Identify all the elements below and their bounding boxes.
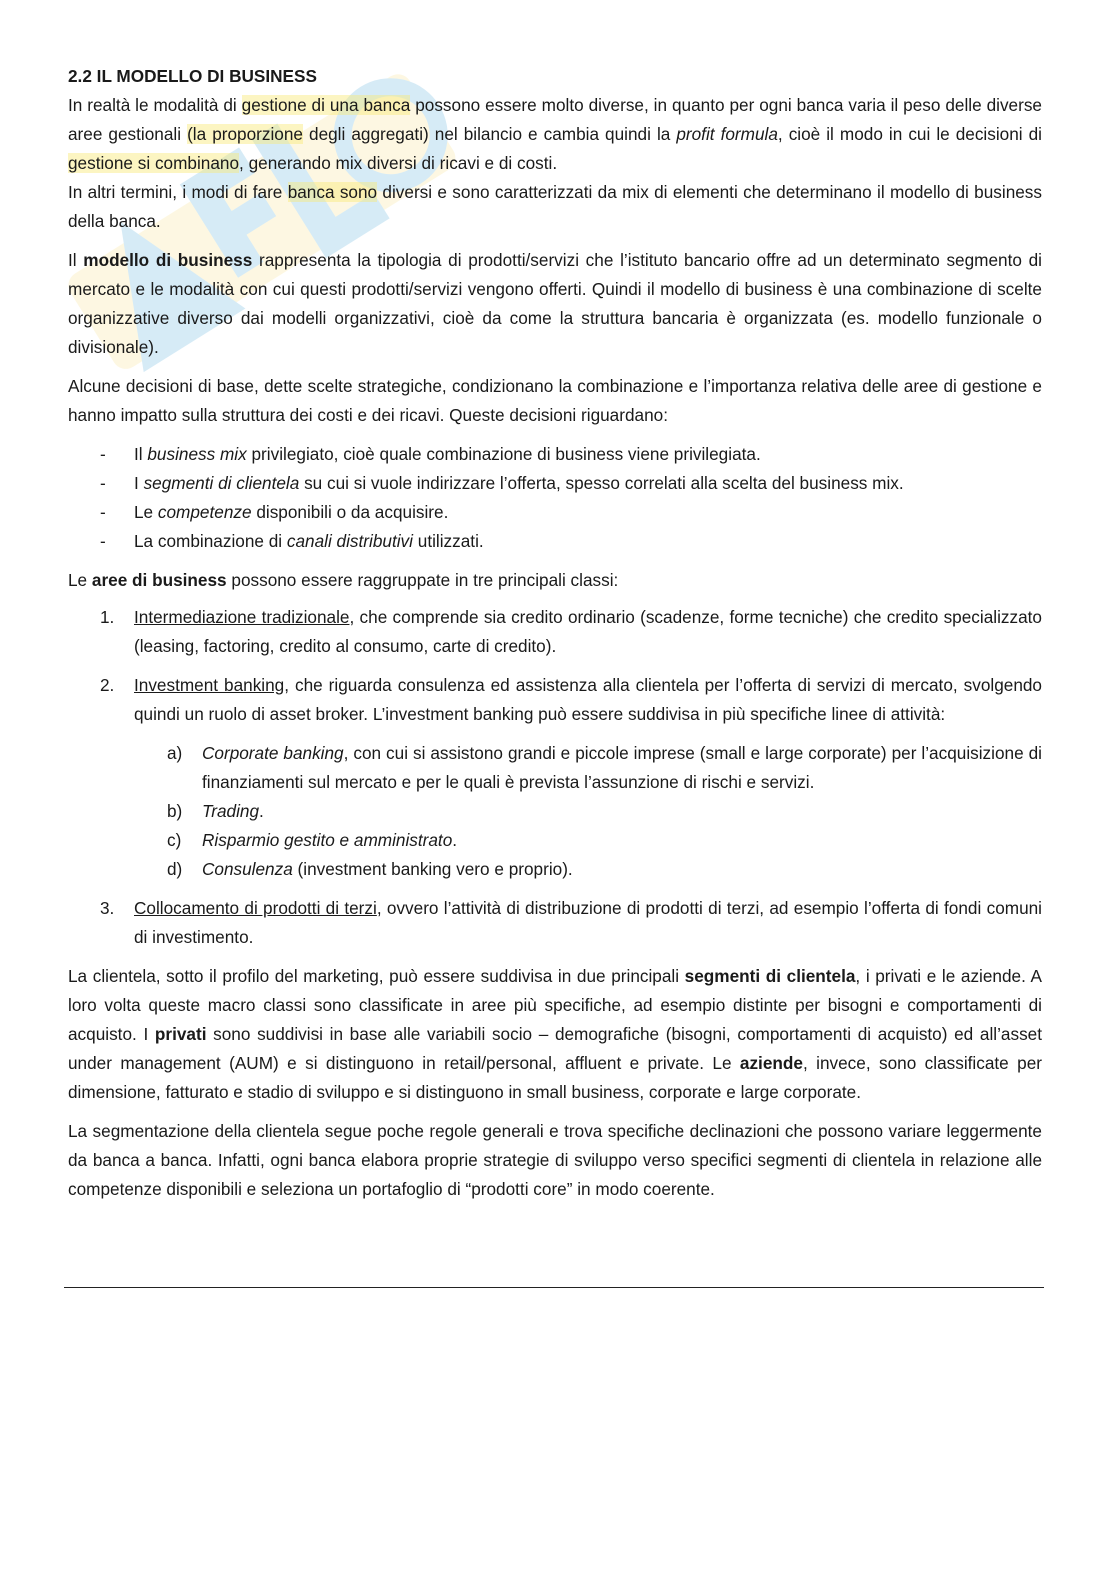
- text-span: Il: [134, 444, 148, 464]
- sub-list-item: [134, 855, 1042, 884]
- paragraph-other-terms: [68, 178, 1042, 236]
- italic-term: profit formula: [676, 124, 778, 144]
- investment-banking-sublist: [134, 739, 1042, 884]
- italic-term: business mix: [147, 444, 247, 464]
- list-letter: b): [167, 801, 183, 821]
- text-span: La combinazione di: [134, 531, 287, 551]
- text-span: utilizzati.: [412, 531, 484, 551]
- text-span: , con cui si assistono grandi e piccole imprese (small e large corporate) per l’acquisizione di finanziamenti sul mercato e per le quali è prevista l’assunzione di rischi e servizi.: [202, 743, 1042, 792]
- list-item: [68, 498, 1042, 527]
- text-span: rappresenta la tipologia di prodotti/servizi che l’istituto bancario offre ad un determinato segmento di mercato e le modalità con cui questi prodotti/servizi vengono offerti. Quindi il modello di business è una combinazione di scelte organizzative diverso dai modelli organizzativi, cioè da come la struttura bancaria è organizzata (es. modello funzionale o divisionale).: [68, 250, 1042, 357]
- text-span: sono suddivisi in base alle variabili socio – demografiche (bisogni, comportamenti di acquisto) ed all’asset under management (AUM) e si distinguono in retail/personal, affluent e private. Le: [68, 1024, 1042, 1073]
- highlighted-text: banca sono: [287, 182, 378, 202]
- list-letter: d): [167, 859, 183, 879]
- italic-term: canali distributivi: [286, 531, 413, 551]
- list-item: [68, 603, 1042, 661]
- sub-list-item: [134, 739, 1042, 797]
- list-number: 3.: [100, 898, 115, 918]
- paragraph-strategic-choices: Alcune decisioni di base, dette scelte strategiche, condizionano la combinazione e l’importanza relativa delle aree di gestione e hanno impatto sulla struttura dei costi e dei ricavi. Queste decisioni riguardano:: [68, 376, 1042, 425]
- text-span: Il: [68, 250, 84, 270]
- text-span: I: [134, 473, 144, 493]
- paragraph-segmentation: La segmentazione della clientela segue poche regole generali e trova specifiche declinazioni che possono variare leggermente da banca a banca. Infatti, ogni banca elabora proprie strategie di sviluppo verso specifici segmenti di clientela in relazione alle competenze disponibili e seleziona un portafoglio di “prodotti core” in modo coerente.: [68, 1121, 1042, 1199]
- bold-term: aziende: [739, 1053, 803, 1073]
- text-span: .: [259, 801, 264, 821]
- paragraph-intro: [68, 91, 1042, 178]
- italic-term: Trading: [202, 801, 259, 821]
- text-span: disponibili o da acquisire.: [251, 502, 449, 522]
- list-item: [68, 469, 1042, 498]
- text-span: (investment banking vero e proprio).: [292, 859, 573, 879]
- text-span: , generando mix diversi di ricavi e di costi.: [239, 153, 558, 173]
- underlined-term: Collocamento di prodotti di terzi: [134, 898, 377, 918]
- text-span: degli aggregati) nel bilancio e cambia quindi la: [302, 124, 677, 144]
- text-span: In realtà le modalità di: [68, 95, 242, 115]
- paragraph-business-model: [68, 246, 1042, 362]
- text-span: possono essere molto diverse, in quanto per ogni banca varia il peso delle diverse aree gestionali: [68, 95, 1042, 144]
- text-span: Le: [68, 570, 92, 590]
- bold-term: aree di business: [91, 570, 227, 590]
- underlined-term: Intermediazione tradizionale: [134, 607, 350, 627]
- underlined-term: Investment banking: [134, 675, 285, 695]
- bold-term: privati: [154, 1024, 207, 1044]
- bold-term: modello di business: [83, 250, 253, 270]
- horizontal-divider: [64, 1287, 1044, 1288]
- text-span: In altri termini, i modi di fare: [68, 182, 288, 202]
- text-span: La clientela, sotto il profilo del marketing, può essere suddivisa in due principali: [68, 966, 685, 986]
- italic-term: Consulenza: [202, 859, 293, 879]
- list-item: [68, 527, 1042, 556]
- list-letter: a): [167, 743, 183, 763]
- paragraph-business-areas: [68, 566, 1042, 595]
- text-span: , i privati e le aziende. A loro volta queste macro classi sono classificate in aree più specifiche, ad esempio distinte per bisogni e comportamenti di acquisto. I: [68, 966, 1042, 1044]
- text-span: , che riguarda consulenza ed assistenza alla clientela per l’offerta di servizi di mercato, svolgendo quindi un ruolo di asset broker. L’investment banking può essere suddivisa in più specifiche linee di attività:: [134, 675, 1042, 724]
- sub-list-item: [134, 826, 1042, 855]
- text-span: , ovvero l’attività di distribuzione di prodotti di terzi, ad esempio l’offerta di fondi comuni di investimento.: [134, 898, 1043, 947]
- italic-term: Corporate banking: [202, 743, 344, 763]
- text-span: , invece, sono classificate per dimensione, fatturato e stadio di sviluppo e si distinguono in small business, corporate e large corporate.: [68, 1053, 1042, 1102]
- list-item: [68, 671, 1042, 884]
- list-item: [68, 440, 1042, 469]
- italic-term: segmenti di clientela: [143, 473, 300, 493]
- text-span: , cioè il modo in cui le decisioni di: [777, 124, 1042, 144]
- list-number: 1.: [100, 607, 115, 627]
- text-span: su cui si vuole indirizzare l’offerta, spesso correlati alla scelta del business mix.: [299, 473, 904, 493]
- paragraph-customer-segments: [68, 962, 1042, 1107]
- list-number: 2.: [100, 675, 115, 695]
- list-item: [68, 894, 1042, 952]
- highlighted-text: (la proporzione: [187, 124, 303, 144]
- italic-term: Risparmio gestito e amministrato: [202, 830, 453, 850]
- highlighted-text: gestione di una banca: [241, 95, 411, 115]
- document-body: [68, 62, 1042, 1204]
- bold-term: segmenti di clientela: [684, 966, 856, 986]
- strategic-choices-list: [68, 440, 1042, 556]
- text-span: privilegiato, cioè quale combinazione di business viene privilegiata.: [246, 444, 761, 464]
- text-span: diversi e sono caratterizzati da mix di elementi che determinano il modello di business della banca.: [68, 182, 1042, 231]
- text-span: , che comprende sia credito ordinario (scadenze, forme tecniche) che credito specializzato (leasing, factoring, credito al consumo, carte di credito).: [134, 607, 1042, 656]
- business-areas-list: [68, 603, 1042, 952]
- section-heading: 2.2 IL MODELLO DI BUSINESS: [68, 66, 317, 86]
- sub-list-item: [134, 797, 1042, 826]
- text-span: Le: [134, 502, 158, 522]
- italic-term: competenze: [157, 502, 252, 522]
- list-letter: c): [167, 830, 182, 850]
- highlighted-text: gestione si combinano: [68, 153, 240, 173]
- text-span: .: [452, 830, 458, 850]
- text-span: possono essere raggruppate in tre principali classi:: [226, 570, 619, 590]
